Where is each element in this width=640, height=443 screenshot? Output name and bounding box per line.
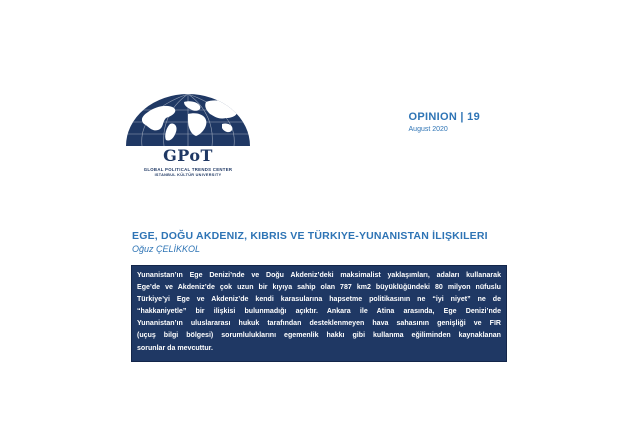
article-author: Oğuz ÇELİKKOL [132, 244, 201, 254]
gpot-logo [118, 88, 266, 188]
opinion-header [409, 111, 480, 133]
logo-university-name: ISTANBUL KÜLTÜR UNIVERSITY [154, 173, 222, 177]
abstract-line: (uçuş bilgi bölgesi) sorumluluklarını egemenlik hakkı gibi kullanma eğiliminden kaynaklanan [137, 332, 501, 340]
abstract-line: Yunanistan’ın Ege Denizi’nde ve Doğu Akdeniz’deki maksimalist yaklaşımları, adaları kullanarak [137, 272, 501, 279]
abstract-line: Ege’de ve Akdeniz’de çok uzun bir kıyıya sahip olan 787 km2 büyüklüğündeki 80 milyon nüfuslu [137, 284, 501, 292]
abstract-line: “hakkaniyetle” bir ilişkisi bulunmadığı açıktır. Ankara ile Atina arasında, Ege Denizi’nde [137, 308, 501, 316]
article-title: EGE, DOĞU AKDENIZ, KIBRIS VE TÜRKIYE-YUNANISTAN İLIŞKILERI [132, 230, 488, 242]
publication-date: August 2020 [408, 126, 448, 133]
opinion-number: OPINION | 19 [408, 111, 480, 123]
logo-center-name: GLOBAL POLITICAL TRENDS CENTER [143, 167, 233, 172]
abstract-text [137, 270, 501, 355]
logo-wordmark: GPoT [163, 146, 213, 165]
abstract-box [131, 265, 507, 362]
globe-icon [118, 88, 258, 150]
abstract-line: Türkiye’yi Ege ve Akdeniz’de kendi karasularına hapsetme politikasının ne “iyi niyet” ne de [137, 296, 501, 304]
abstract-line: Yunanistan’ın uluslararası hukuk tarafından desteklenmeyen hava sahasının genişliği ve FIR [137, 320, 501, 328]
abstract-line: sorunlar da mevcuttur. [137, 344, 213, 352]
